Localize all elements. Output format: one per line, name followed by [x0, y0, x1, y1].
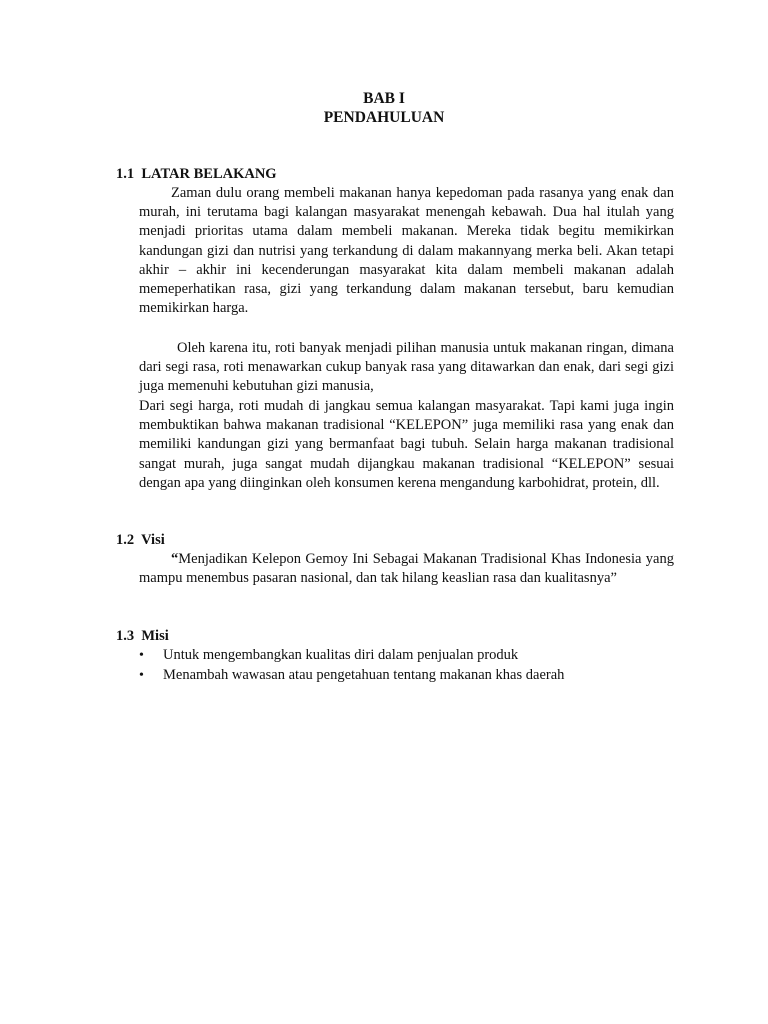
bullet-icon: •: [139, 648, 144, 663]
section-heading-latar-belakang: 1.1 LATAR BELAKANG: [116, 166, 277, 182]
section-heading-visi: 1.2 Visi: [116, 532, 165, 548]
visi-text: Menjadikan Kelepon Gemoy Ini Sebagai Makanan Tradisional Khas Indonesia yang mampu menembus pasaran nasional, dan tak hilang keaslian rasa dan kualitasnya”: [139, 551, 674, 587]
section-heading-misi: 1.3 Misi: [116, 628, 169, 644]
chapter-title: PENDAHULUAN: [323, 109, 445, 126]
misi-item-text: Untuk mengembangkan kualitas diri dalam penjualan produk: [163, 647, 519, 663]
paragraph-latar-belakang-2: Oleh karena itu, roti banyak menjadi pilihan manusia untuk makanan ringan, dimana dari segi rasa, roti menawarkan cukup banyak rasa yang ditawarkan dan enak, dari segi gizi juga memenuhi kebutuhan gizi manusia,: [139, 340, 674, 395]
paragraph-latar-belakang-1: Zaman dulu orang membeli makanan hanya kepedoman pada rasanya yang enak dan murah, ini terutama bagi kalangan masyarakat menengah kebawah. Dua hal itulah yang menjadi prioritas utama dalam membeli makanan. Mereka tidak begitu memikirkan kandungan gizi dan nutrisi yang terkandung di dalam makannyang merka beli. Akan tetapi akhir – akhir ini kecenderungan masyarakat kita dalam membeli makanan adalah memeperhatikan rasa, gizi yang terkandung dalam makanan tersebut, baru kemudian memikirkan harga.: [139, 185, 674, 317]
misi-list: [139, 646, 679, 685]
list-item: [139, 646, 679, 666]
paragraph-latar-belakang-3: Dari segi harga, roti mudah di jangkau semua kalangan masyarakat. Tapi kami juga ingin membuktikan bahwa makanan tradisional “KELEPON” juga memiliki rasa yang enak dan memiliki kandungan gizi yang bermanfaat bagi tubuh. Selain harga makanan tradisional sangat murah, juga sangat mudah dijangkau makanan tradisional “KELEPON” sesuai dengan apa yang diinginkan oleh konsumen kerena mengandung karbohidrat, protein, dll.: [139, 398, 674, 491]
bullet-icon: •: [139, 667, 144, 683]
chapter-number: BAB I: [363, 90, 405, 107]
paragraph-visi: [139, 550, 674, 588]
list-item: [139, 666, 679, 686]
misi-item-text: Menambah wawasan atau pengetahuan tentang makanan khas daerah: [163, 666, 565, 683]
visi-open-quote: “: [171, 551, 179, 567]
